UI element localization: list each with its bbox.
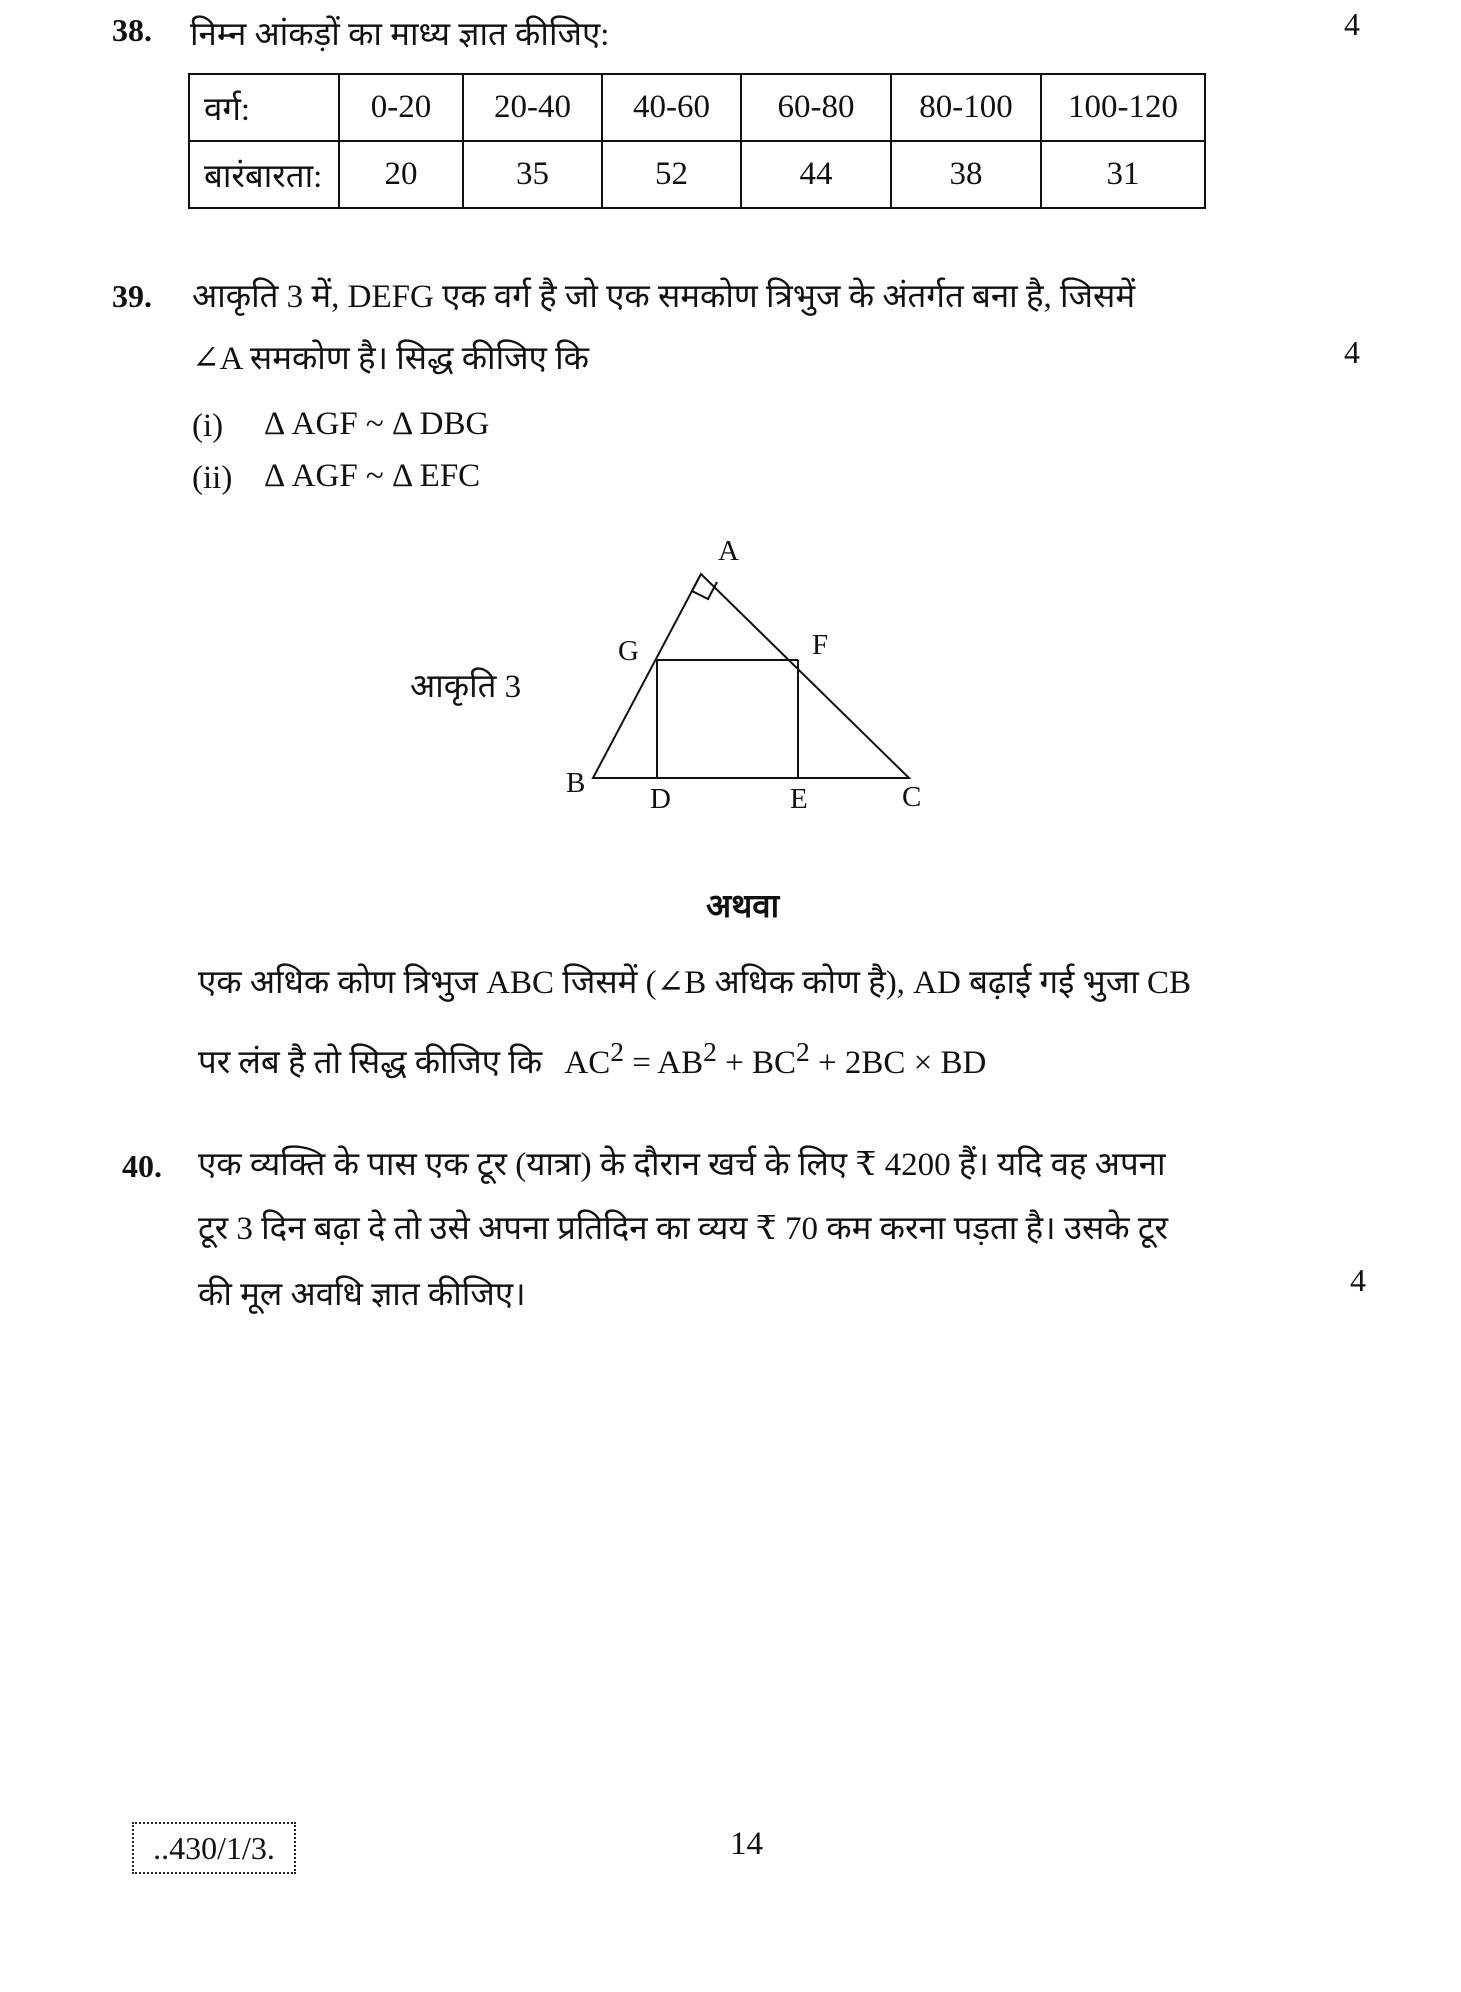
vertex-label-e: E xyxy=(790,783,808,815)
vertex-label-g: G xyxy=(618,635,639,667)
figure-caption: आकृति 3 xyxy=(410,669,522,705)
eq-exp: 2 xyxy=(796,1036,810,1067)
q39-part-i-label: (i) xyxy=(192,408,224,444)
q38-number: 38. xyxy=(112,12,152,48)
eq-ac: AC xyxy=(564,1045,611,1081)
table-row-frequencies xyxy=(189,141,1205,208)
table-cell: 52 xyxy=(602,141,741,208)
table-cell: 35 xyxy=(463,141,602,208)
page-number: 14 xyxy=(730,1826,763,1862)
table-cell: 40-60 xyxy=(602,74,741,141)
vertex-label-a: A xyxy=(718,535,739,567)
q40-number: 40. xyxy=(122,1148,162,1184)
q40-marks: 4 xyxy=(1350,1262,1366,1298)
table-cell: 31 xyxy=(1041,141,1205,208)
table-cell: 44 xyxy=(741,141,891,208)
vertex-label-f: F xyxy=(812,629,829,661)
q39-line1: आकृति 3 में, DEFG एक वर्ग है जो एक समकोण त्रिभुज के अंतर्गत बना है, जिसमें xyxy=(192,279,1136,315)
table-cell: 38 xyxy=(891,141,1041,208)
q39-part-ii-text: Δ AGF ~ Δ EFC xyxy=(264,458,481,494)
table-cell: 60-80 xyxy=(741,74,891,141)
eq-exp: 2 xyxy=(703,1036,717,1067)
q39-alt-line2 xyxy=(198,1036,986,1083)
eq-plus: + xyxy=(818,1045,837,1081)
q38-marks: 4 xyxy=(1344,6,1360,42)
q39-line2: ∠A समकोण है। सिद्ध कीजिए कि xyxy=(192,341,590,377)
frequency-table xyxy=(188,73,1206,209)
vertex-label-c: C xyxy=(902,781,922,813)
q40-line2: टूर 3 दिन बढ़ा दे तो उसे अपना प्रतिदिन का व्यय ₹ 70 कम करना पड़ता है। उसके टूर xyxy=(198,1211,1168,1247)
vertex-label-d: D xyxy=(650,783,671,815)
paper-code: ..430/1/3. xyxy=(132,1822,296,1874)
eq-ab: AB xyxy=(657,1045,704,1081)
eq-exp: 2 xyxy=(610,1036,624,1067)
table-cell: 0-20 xyxy=(339,74,463,141)
q38-text: निम्न आंकड़ों का माध्य ज्ञात कीजिए: xyxy=(190,17,610,53)
table-cell: 20 xyxy=(339,141,463,208)
q39-marks: 4 xyxy=(1344,334,1360,370)
q39-alt-line2-prefix: पर लंब है तो सिद्ध कीजिए कि xyxy=(198,1045,543,1081)
eq-last-term: 2BC × BD xyxy=(844,1045,987,1081)
row-header-frequency: बारंबारता: xyxy=(189,141,339,208)
triangle-figure xyxy=(540,530,960,830)
table-cell: 100-120 xyxy=(1041,74,1205,141)
row-header-class: वर्ग: xyxy=(189,74,339,141)
eq-bc: BC xyxy=(752,1045,797,1081)
triangle-abc xyxy=(593,574,909,778)
vertex-label-b: B xyxy=(566,767,586,799)
table-row-classes xyxy=(189,74,1205,141)
q40-line3: की मूल अवधि ज्ञात कीजिए। xyxy=(198,1277,526,1313)
eq-plus: + xyxy=(725,1045,744,1081)
q39-alt-line1: एक अधिक कोण त्रिभुज ABC जिसमें (∠B अधिक कोण है), AD बढ़ाई गई भुजा CB xyxy=(198,965,1192,1001)
eq-equals: = xyxy=(632,1045,651,1081)
q40-line1: एक व्यक्ति के पास एक टूर (यात्रा) के दौरान खर्च के लिए ₹ 4200 हैं। यदि वह अपना xyxy=(198,1147,1166,1183)
or-label: अथवा xyxy=(706,889,780,925)
equation xyxy=(564,1036,987,1081)
q39-number: 39. xyxy=(112,278,152,314)
table-cell: 80-100 xyxy=(891,74,1041,141)
q39-part-i-text: Δ AGF ~ Δ DBG xyxy=(264,406,490,442)
table-cell: 20-40 xyxy=(463,74,602,141)
q39-part-ii-label: (ii) xyxy=(192,460,233,496)
